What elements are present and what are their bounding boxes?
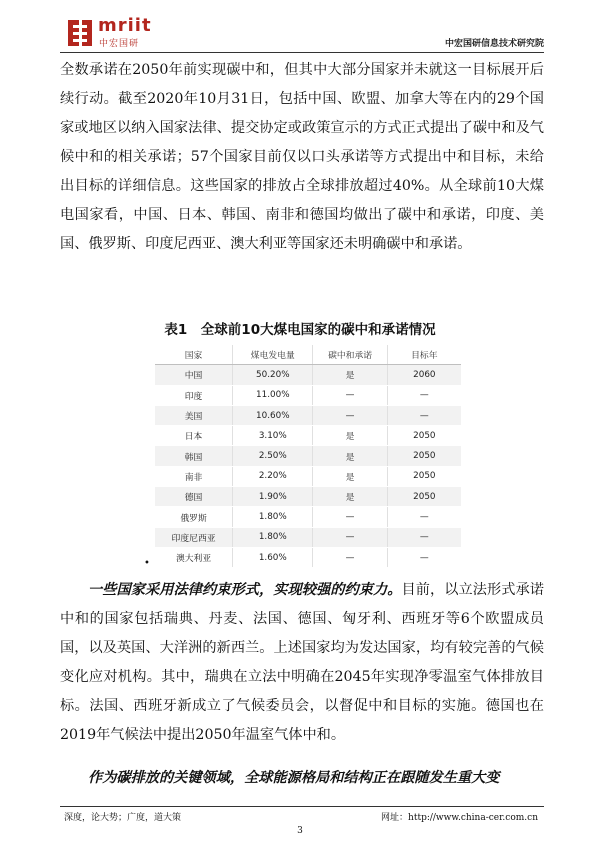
- cell-target-year: 2050: [387, 466, 461, 486]
- header-target-year: 目标年: [387, 345, 461, 365]
- cell-commitment: —: [313, 385, 387, 405]
- body-paragraph-1: 全数承诺在2050年前实现碳中和，但其中大部分国家并未就这一目标展开后续行动。截至2020年10月31日，包括中国、欧盟、加拿大等在内的29个国家或地区以纳入国家法律、提交协定或政策宣示的方式正式提出了碳中和及气候中和的相关承诺；57个国家目前仅以口头承诺等方式提出中和目标，未给出目标的详细信息。这些国家的排放占全球排放超过40%。从全球前10大煤电国家看，中国、日本、韩国、南非和德国均做出了碳中和承诺，印度、美国、俄罗斯、印度尼西亚、澳大利亚等国家还未明确碳中和承诺。: [60, 62, 544, 252]
- cell-coal-share: 3.10%: [233, 426, 313, 446]
- mriit-logo: [68, 15, 188, 49]
- table-row: [155, 487, 461, 507]
- footer-divider: [60, 806, 544, 807]
- paragraph-2-lead: 一些国家采用法律约束形式，实现较强的约束力。: [88, 582, 402, 598]
- table-row: [155, 446, 461, 466]
- cell-commitment: —: [313, 547, 387, 567]
- table-row: [155, 426, 461, 446]
- cell-target-year: —: [387, 385, 461, 405]
- bullet-mark: •: [144, 558, 150, 569]
- cell-target-year: 2060: [387, 365, 461, 385]
- page-header: [60, 16, 544, 52]
- table-header-row: [155, 345, 461, 365]
- cell-target-year: —: [387, 405, 461, 425]
- footer-website: 网址：http://www.china-cer.com.cn: [381, 813, 538, 823]
- logo-text-en: mriit: [98, 15, 152, 36]
- cell-commitment: 是: [313, 487, 387, 507]
- coal-power-table: [155, 345, 461, 568]
- table-row: [155, 507, 461, 527]
- cell-target-year: —: [387, 527, 461, 547]
- cell-coal-share: 2.20%: [233, 466, 313, 486]
- header-commitment: 碳中和承诺: [313, 345, 387, 365]
- cell-commitment: —: [313, 507, 387, 527]
- cell-coal-share: 1.90%: [233, 487, 313, 507]
- cell-country: 澳大利亚: [155, 547, 233, 567]
- table-row: [155, 466, 461, 486]
- cell-commitment: 是: [313, 466, 387, 486]
- header-divider: [60, 52, 544, 53]
- table-row: [155, 365, 461, 385]
- body-paragraph-2: [60, 576, 544, 750]
- cell-country: 中国: [155, 365, 233, 385]
- cell-coal-share: 10.60%: [233, 405, 313, 425]
- cell-country: 德国: [155, 487, 233, 507]
- cell-country: 韩国: [155, 446, 233, 466]
- cell-coal-share: 50.20%: [233, 365, 313, 385]
- cell-coal-share: 11.00%: [233, 385, 313, 405]
- header-coal-share: 煤电发电量: [233, 345, 313, 365]
- cell-country: 俄罗斯: [155, 507, 233, 527]
- logo-text-cn: 中宏国研: [99, 39, 140, 49]
- cell-target-year: —: [387, 547, 461, 567]
- cell-country: 印度: [155, 385, 233, 405]
- table: [155, 345, 461, 568]
- cell-target-year: —: [387, 507, 461, 527]
- body-paragraph-3: [60, 764, 544, 793]
- table-title: 表1 全球前10大煤电国家的碳中和承诺情况: [164, 322, 436, 338]
- cell-coal-share: 1.60%: [233, 547, 313, 567]
- cell-country: 印度尼西亚: [155, 527, 233, 547]
- table-row: [155, 405, 461, 425]
- cell-country: 南非: [155, 466, 233, 486]
- cell-coal-share: 2.50%: [233, 446, 313, 466]
- cell-coal-share: 1.80%: [233, 527, 313, 547]
- logo-mark-icon: [68, 20, 92, 46]
- cell-target-year: 2050: [387, 446, 461, 466]
- paragraph-3-lead: 作为碳排放的关键领域，全球能源格局和结构正在跟随发生重大变: [88, 770, 500, 786]
- cell-target-year: 2050: [387, 487, 461, 507]
- cell-commitment: 是: [313, 446, 387, 466]
- cell-commitment: 是: [313, 426, 387, 446]
- cell-commitment: —: [313, 405, 387, 425]
- cell-coal-share: 1.80%: [233, 507, 313, 527]
- cell-commitment: —: [313, 527, 387, 547]
- header-country: 国家: [155, 345, 233, 365]
- institute-name: 中宏国研信息技术研究院: [444, 39, 544, 49]
- paragraph-2-text: 目前，以立法形式承诺中和的国家包括瑞典、丹麦、法国、德国、匈牙利、西班牙等6个欧盟成员国，以及英国、大洋洲的新西兰。上述国家均为发达国家，均有较完善的气候变化应对机构。其中，瑞典在立法中明确在2045年实现净零温室气体排放目标。法国、西班牙新成立了气候委员会，以督促中和目标的实施。德国也在2019年气候法中提出2050年温室气体中和。: [60, 582, 544, 743]
- cell-commitment: 是: [313, 365, 387, 385]
- footer-slogan: 深度，论大势；广度，道大策: [64, 813, 182, 823]
- cell-country: 日本: [155, 426, 233, 446]
- page-number: 3: [297, 826, 303, 836]
- table-row: [155, 527, 461, 547]
- table-row: [155, 385, 461, 405]
- cell-country: 美国: [155, 405, 233, 425]
- table-row: [155, 547, 461, 567]
- cell-target-year: 2050: [387, 426, 461, 446]
